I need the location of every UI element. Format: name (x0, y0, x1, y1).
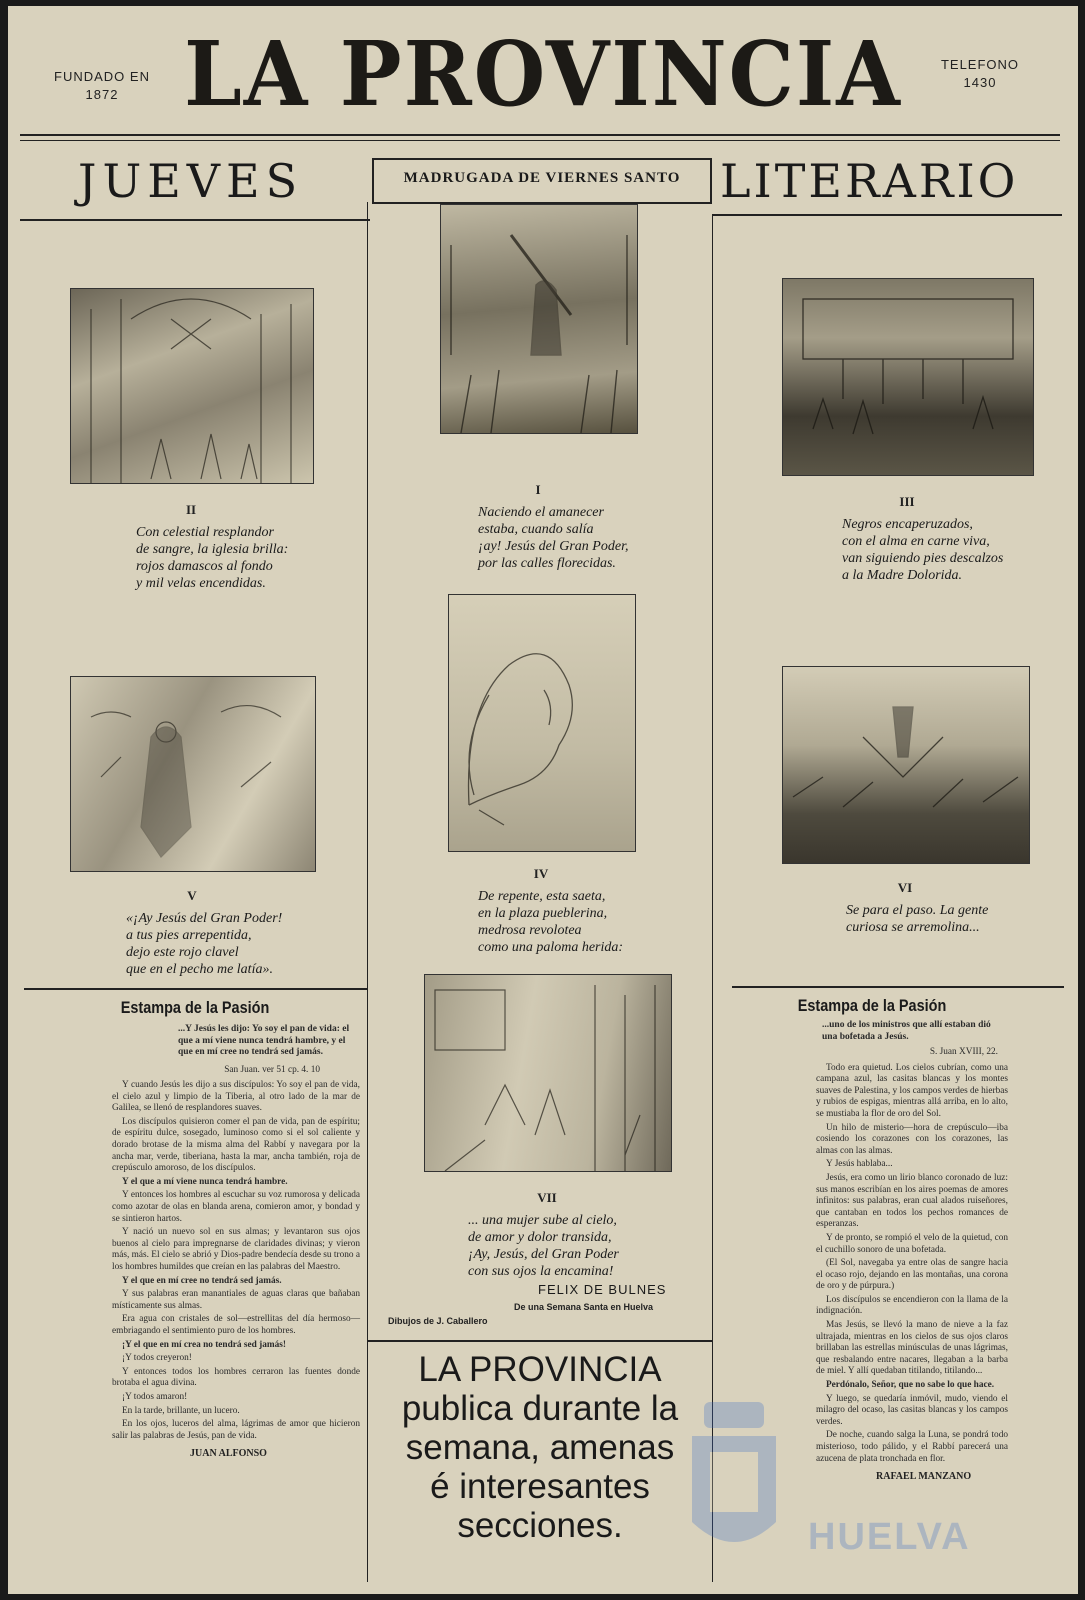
panel-numeral-v: V (187, 888, 197, 903)
verse-line: Con celestial resplandor (136, 525, 274, 540)
left-article-rule (24, 988, 368, 990)
article-paragraph: Era agua con cristales de sol—estrellitas del día hermoso—embriagando el sentimiento puro de los hombres. (112, 1314, 360, 1336)
article-paragraph: Y sus palabras eran manantiales de aguas claras que bañaban místicamente sus almas. (112, 1289, 360, 1311)
article-paragraph: Jesús, era como un lirio blanco coronado de luz: sus manos escribían en los aires poemas de amores infinitos: sus palabras, eran cual alados ruiseñores, que cantaban en todos los pechos romances de esperanzas. (816, 1172, 1008, 1230)
verse-line: ... una mujer sube al cielo, (468, 1213, 617, 1228)
hooded-sketch (783, 279, 1033, 475)
street-sketch (425, 975, 671, 1171)
right-article-rule (732, 986, 1064, 988)
verse-line: curiosa se arremolina... (846, 920, 980, 935)
verse-ii (136, 524, 356, 592)
article-paragraph: De noche, cuando salga la Luna, se pondrá todo misterioso, todo pálido, y el Rabbí parecerá una azucena de plata tronchada en flor. (816, 1430, 1008, 1464)
left-article-heading: Estampa de la Pasión (120, 998, 270, 1017)
poem-author: FELIX DE BULNES (538, 1282, 667, 1297)
article-paragraph: Y de pronto, se rompió el velo de la quietud, con el cuchillo sonoro de una bofetada. (816, 1232, 1008, 1255)
portrait-sketch (449, 595, 635, 851)
masthead-rule-bottom (20, 140, 1060, 141)
newspaper-page (8, 6, 1078, 1594)
illustration-church-interior (70, 288, 314, 484)
column-divider-left (367, 202, 368, 1582)
promo-line: publica durante la (401, 1389, 679, 1428)
phone-label: TELEFONO (940, 57, 1020, 72)
verse-line: a la Madre Dolorida. (842, 568, 963, 583)
church-sketch (71, 289, 313, 483)
verse-line: estaba, cuando salía (478, 522, 594, 537)
article-paragraph: Los discípulos quisieron comer el pan de vida, pan de espíritu; de espíritu dulce, sosegado, luminoso como si el sol caliente y dorado brotase de la misma alma del Rabbí y navegara por la ancha mar, verde, tiberiana, hasta la mar, ancha también, roja de crepúsculo amoroso, de los discípulos. (112, 1116, 360, 1174)
illustration-woman-portrait (448, 594, 636, 852)
illustration-gran-poder-procession (440, 204, 638, 434)
column-divider-right (712, 216, 713, 1582)
verse-v (126, 910, 362, 978)
article-paragraph: Y entonces los hombres al escuchar su voz rumorosa y delicada como azotar de olas en blanda arena, comieron amor, y bondad y se sintieron hartos. (112, 1190, 360, 1224)
verse-line: con el alma en carne viva, (842, 534, 990, 549)
promo-rule (368, 1340, 712, 1342)
poem-source: De una Semana Santa en Huelva (514, 1302, 654, 1312)
panel-numeral-vii: VII (537, 1190, 557, 1205)
section-jueves: JUEVES (78, 154, 304, 208)
drawings-credit: Dibujos de J. Caballero (388, 1316, 488, 1326)
article-paragraph: ¡Y todos amaron! (122, 1391, 188, 1402)
article-paragraph: Un hilo de misterio—hora de crepúsculo—iba cosiendo los corazones con los corazones, las almas con las almas. (816, 1122, 1008, 1156)
panel-numeral-iv: IV (533, 866, 549, 881)
promo-line: secciones. (457, 1506, 623, 1545)
right-article-citation: S. Juan XVIII, 22. (929, 1047, 998, 1057)
article-paragraph: Y Jesús hablaba... (826, 1159, 893, 1170)
panel-numeral-ii: II (185, 502, 197, 517)
panel-numeral-iii: III (899, 494, 915, 509)
illustration-paso-crowd (782, 666, 1030, 864)
right-article-heading: Estampa de la Pasión (797, 996, 947, 1015)
left-article-body (112, 1080, 360, 1442)
section-rule-right (712, 214, 1062, 216)
article-paragraph: Todo era quietud. Los cielos cubrían, como una campana azul, las casitas blancas y los montes suaves de Palestina, y los campos verdes de hierbas y rubios de espigas, mientras allá arriba, en lo alto, se mustiaba la flor de oro del Sol. (816, 1062, 1008, 1119)
verse-vii (468, 1212, 718, 1280)
verse-line: que en el pecho me latía». (126, 962, 273, 977)
verse-line: en la plaza pueblerina, (478, 906, 608, 921)
library-seal-watermark (684, 1402, 784, 1572)
verse-line: de amor y dolor transida, (468, 1230, 612, 1245)
verse-line: dejo este rojo clavel (126, 945, 239, 960)
article-paragraph: Y luego, se quedaría inmóvil, mudo, viendo el milagro del ocaso, las casitas blancas y los campos verdes. (816, 1393, 1008, 1427)
verse-line: y mil velas encendidas. (136, 576, 266, 591)
panel-numeral-i: I (535, 482, 541, 497)
verse-line: Negros encaperuzados, (842, 517, 973, 532)
verse-line: a tus pies arrepentida, (126, 928, 252, 943)
masthead-rule-top (20, 134, 1060, 136)
verse-line: ¡Ay, Jesús, del Gran Poder (468, 1247, 619, 1262)
promo-line: LA PROVINCIA (418, 1350, 662, 1389)
verse-line: medrosa revolotea (478, 923, 582, 938)
right-article-epigraph: ...uno de los ministros que allí estaban dió una bofetada a Jesús. (822, 1020, 991, 1042)
article-paragraph: Y entonces todos los hombres cerraron las fuentes donde brotaba el agua divina. (112, 1366, 360, 1389)
article-paragraph: Los discípulos se encendieron con la llama de la indignación. (816, 1294, 1008, 1317)
promo-line: semana, amenas (405, 1428, 675, 1467)
right-article-body (816, 1063, 1008, 1466)
verse-line: ¡ay! Jesús del Gran Poder, (478, 539, 629, 554)
verse-line: como una paloma herida: (478, 940, 624, 955)
article-paragraph: Y el que a mí viene nunca tendrá hambre. (122, 1176, 288, 1187)
verse-line: con sus ojos la encamina! (468, 1264, 614, 1279)
watermark-text: HUELVA (808, 1516, 971, 1558)
phone-info (920, 56, 1040, 92)
article-paragraph: Mas Jesús, se llevó la mano de nieve a la faz ultrajada, mientras en los cielos de sus ojos claros brillaban las estrellas minúsculas de unas lágrimas, que resbalando entre nacares, llegaban a la barba de miel. Y allí quedaban titilando, titilando... (816, 1320, 1008, 1377)
kicker-text: MADRUGADA DE VIERNES SANTO (403, 170, 681, 186)
article-paragraph: ¡Y todos creyeron! (122, 1353, 192, 1364)
procession-sketch (441, 205, 637, 433)
paso-sketch (783, 667, 1029, 863)
left-article-author: JUAN ALFONSO (190, 1448, 267, 1460)
section-rule-left (20, 219, 370, 221)
seal-icon (684, 1402, 784, 1572)
left-article-epigraph: ...Y Jesús les dijo: Yo soy el pan de vida: el que a mí viene nunca tendrá hambre, y el que en mí cree no tendrá sed jamás. (178, 1024, 350, 1057)
left-article (30, 998, 360, 1459)
promo-line: é interesantes (430, 1467, 650, 1506)
article-paragraph: Perdónalo, Señor, que no sabe lo que hace. (826, 1380, 995, 1391)
verse-iii (842, 516, 1072, 584)
article-paragraph: (El Sol, navegaba ya entre olas de sangre hacia el ocaso rojo, dejando en las montañas, una corona de oro y de púrpura.) (816, 1258, 1008, 1292)
right-article-author: RAFAEL MANZANO (876, 1471, 972, 1483)
verse-line: Naciendo el amanecer (478, 505, 604, 520)
verse-line: rojos damascos al fondo (136, 559, 273, 574)
promo-block (370, 1350, 710, 1545)
panel-numeral-vi: VI (897, 880, 913, 895)
verse-vi (846, 902, 1076, 936)
verse-line: Se para el paso. La gente (846, 903, 989, 918)
crowd-sketch (71, 677, 315, 871)
article-paragraph: ¡Y el que en mí crea no tendrá sed jamás! (122, 1339, 286, 1350)
kicker-box (372, 158, 712, 204)
article-paragraph: Y el que en mí cree no tendrá sed jamás. (122, 1275, 282, 1286)
illustration-woman-in-crowd (70, 676, 316, 872)
verse-line: «¡Ay Jesús del Gran Poder! (126, 911, 283, 926)
illustration-hooded-procession (782, 278, 1034, 476)
verse-line: de sangre, la iglesia brilla: (136, 542, 289, 557)
founded-label: FUNDADO EN (54, 69, 150, 84)
illustration-street-scene (424, 974, 672, 1172)
verse-i (478, 504, 708, 572)
phone-number: 1430 (963, 75, 997, 91)
founded-year: 1872 (85, 87, 119, 103)
left-article-citation: San Juan. ver 51 cp. 4. 10 (224, 1064, 320, 1075)
article-paragraph: Y nació un nuevo sol en sus almas; y levantaron sus ojos buenos al cielo para impregnarse de claridades divinas; y vieron más, más. El cielo se abrió y Dios-padre bendecía desde su trono a los hombres humildes que creían en las palabras del Maestro. (112, 1227, 360, 1272)
article-paragraph: Y cuando Jesús les dijo a sus discípulos: Yo soy el pan de vida, el cielo azul y limpio de la Tiberia, al otro lado de la mar de Galilea, se llenó de resplandores suaves. (112, 1080, 360, 1114)
verse-iv (478, 888, 708, 956)
article-paragraph: En los ojos, luceros del alma, lágrimas de amor que hicieron salir las palabras de Jesús, pan de vida. (112, 1419, 360, 1441)
article-paragraph: En la tarde, brillante, un lucero. (122, 1405, 240, 1416)
verse-line: van siguiendo pies descalzos (842, 551, 1004, 566)
verse-line: De repente, esta saeta, (478, 889, 606, 904)
section-literario: LITERARIO (720, 154, 1019, 208)
masthead-title: LA PROVINCIA (184, 23, 902, 127)
verse-line: por las calles florecidas. (478, 556, 616, 571)
